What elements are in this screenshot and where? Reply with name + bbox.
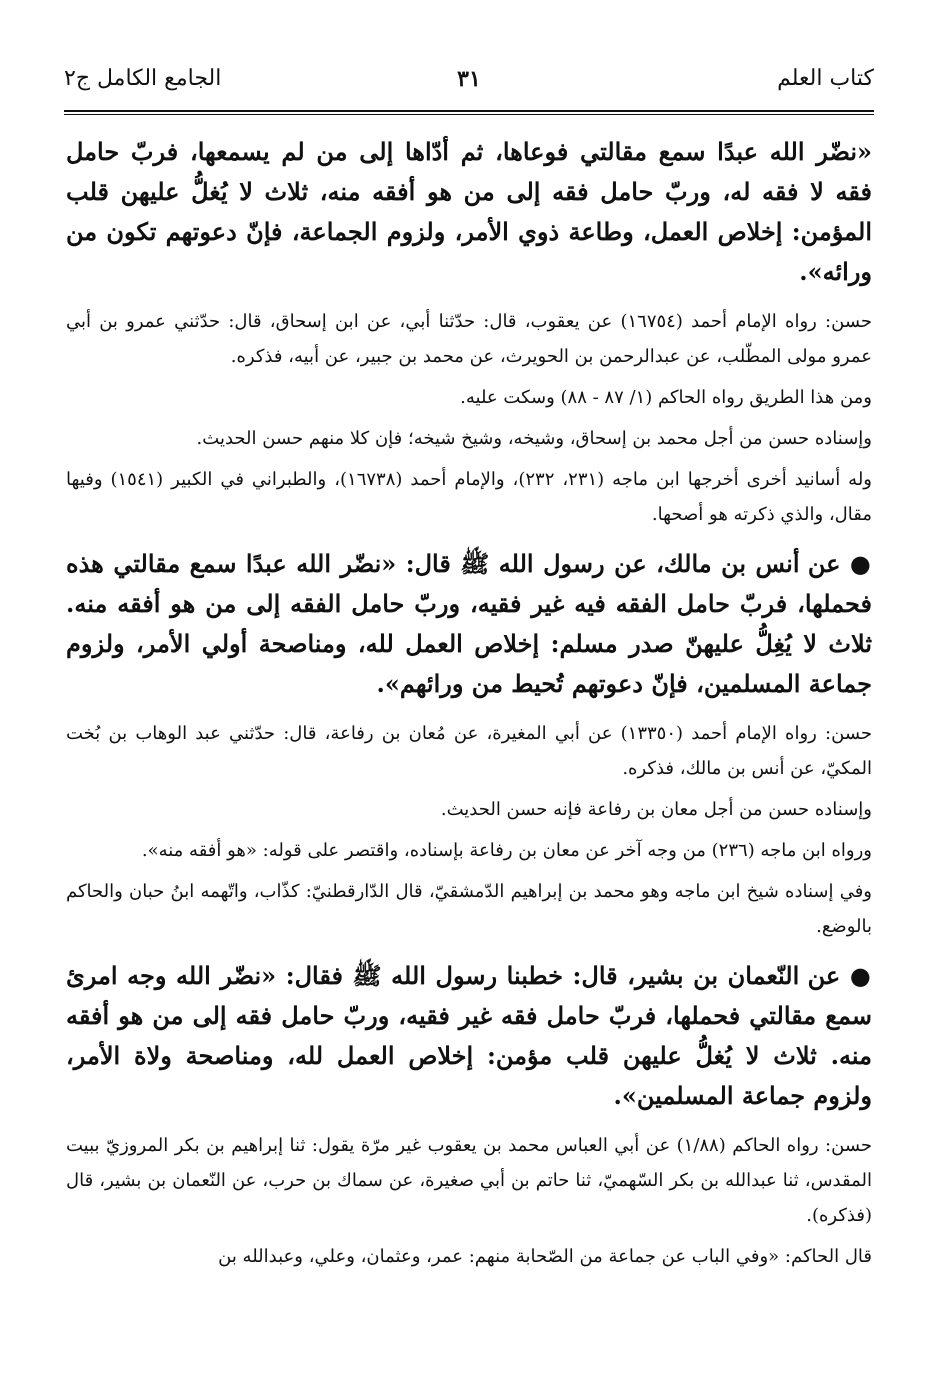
takhrij-note: وفي إسناده شيخ ابن ماجه وهو محمد بن إبراهيم الدّمشقيّ، قال الدّارقطنيّ: كذّاب، واتّهمه ابنُ حبان والحاكم بالوضع. (66, 881, 872, 937)
hadith-text: ● عن النّعمان بن بشير، قال: خطبنا رسول الله ﷺ فقال: «نضّر الله وجه امرئ سمع مقالتي فحملها، فربّ حامل فقه غير فقيه، وربّ حامل فقه إلى من هو أفقه منه. ثلاث لا يُغلُّ عليهن قلب مؤمن: إخلاص العمل لله، ومناصحة ولاة الأمر، ولزوم جماعة المسلمين». (66, 956, 872, 1116)
page-body (66, 132, 872, 1274)
hadith-text: «نضّر الله عبدًا سمع مقالتي فوعاها، ثم أدّاها إلى من لم يسمعها، فربّ حامل فقه لا فقه له، وربّ حامل فقه إلى من هو أفقه منه، ثلاث لا يُغلُّ عليهن قلب المؤمن: إخلاص العمل، وطاعة ذوي الأمر، ولزوم الجماعة، فإنّ دعوتهم تكون من ورائه». (66, 137, 872, 286)
header-rule (64, 110, 874, 112)
takhrij-note: وإسناده حسن من أجل معان بن رفاعة فإنه حسن الحديث. (440, 799, 872, 820)
takhrij-note: ورواه ابن ماجه (٢٣٦) من وجه آخر عن معان بن رفاعة بإسناده، واقتصر على قوله: «هو أفقه منه». (141, 840, 872, 861)
header-rule-thin (64, 114, 874, 115)
takhrij-note: ومن هذا الطريق رواه الحاكم (١/ ٨٧ - ٨٨) وسكت عليه. (460, 387, 872, 408)
takhrij-note: وإسناده حسن من أجل محمد بن إسحاق، وشيخه، وشيخ شيخه؛ فإن كلا منهم حسن الحديث. (196, 428, 872, 449)
takhrij-note: وله أسانيد أخرى أخرجها ابن ماجه (٢٣١، ٢٣٢)، والإمام أحمد (١٦٧٣٨)، والطبراني في الكبير (١٥٤١) وفيها مقال، والذي ذكرته هو أصحها. (66, 469, 873, 525)
takhrij-note: قال الحاكم: «وفي الباب عن جماعة من الصّحابة منهم: عمر، وعثمان، وعلي، وعبدالله بن (218, 1246, 872, 1267)
volume-title: الجامع الكامل ج٢ (64, 66, 222, 91)
book-title: كتاب العلم (777, 66, 874, 91)
takhrij-note: حسن: رواه الإمام أحمد (١٣٣٥٠) عن أبي المغيرة، عن مُعان بن رفاعة، قال: حدّثني عبد الوهاب بن بُخت المكيّ، عن أنس بن مالك، فذكره. (66, 723, 872, 779)
takhrij-note: حسن: رواه الإمام أحمد (١٦٧٥٤) عن يعقوب، قال: حدّثنا أبي، عن ابن إسحاق، قال: حدّثني عمرو بن أبي عمرو مولى المطّلب، عن عبدالرحمن بن الحويرث، عن محمد بن جبير، عن أبيه، فذكره. (66, 311, 872, 367)
page-number: ٣١ (457, 66, 481, 92)
hadith-text: ● عن أنس بن مالك، عن رسول الله ﷺ قال: «نضّر الله عبدًا سمع مقالتي هذه فحملها، فربّ حامل الفقه فيه غير فقيه، وربّ حامل الفقه إلى من هو أفقه منه. ثلاث لا يُغِلُّ عليهنّ صدر مسلم: إخلاص العمل لله، ومناصحة أولي الأمر، ولزوم جماعة المسلمين، فإنّ دعوتهم تُحيط من ورائهم». (66, 544, 872, 704)
takhrij-note: حسن: رواه الحاكم (١/٨٨) عن أبي العباس محمد بن يعقوب غير مرّة يقول: ثنا إبراهيم بن بكر المروزيّ ببيت المقدس، ثنا عبدالله بن بكر السّهميّ، ثنا حاتم بن أبي صغيرة، عن سماك بن حرب، عن النّعمان بن بشير، قال (فذكره). (66, 1135, 873, 1226)
page-header (64, 66, 874, 106)
